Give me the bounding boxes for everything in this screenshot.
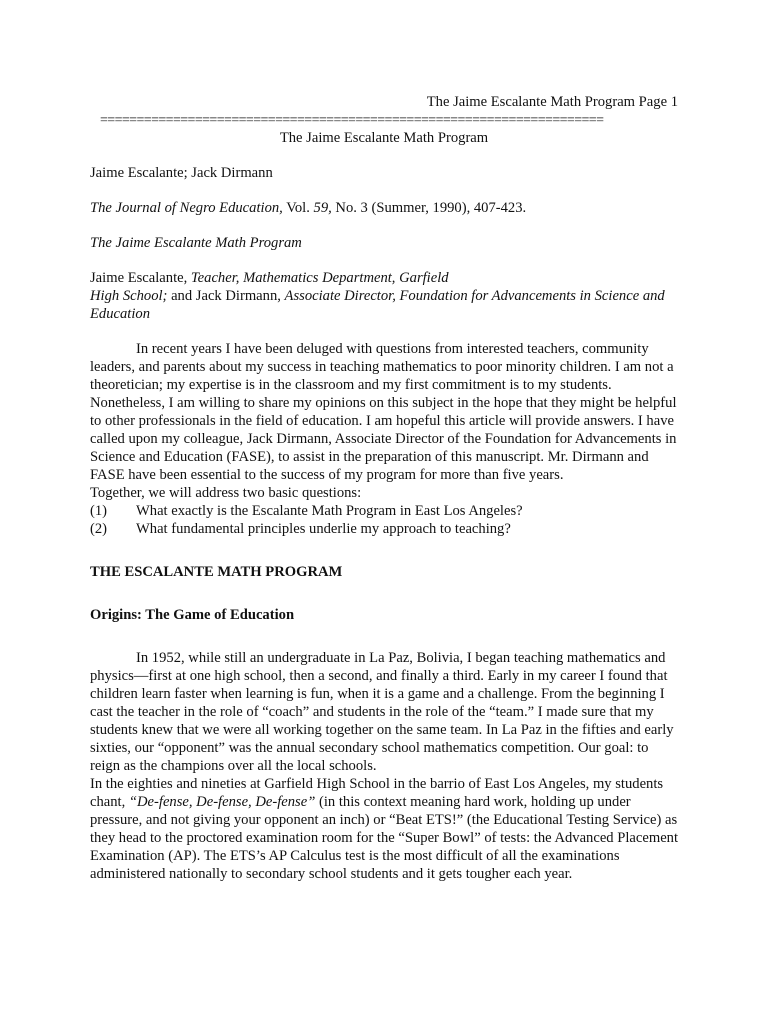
question-text: What exactly is the Escalante Math Program in East Los Angeles? xyxy=(136,503,523,519)
author-1-role-b: High School; xyxy=(90,288,168,304)
origins-paragraph-2 xyxy=(90,775,680,883)
volume-label: Vol. xyxy=(282,200,314,216)
origins-paragraph-1: In 1952, while still an undergraduate in La Paz, Bolivia, I began teaching mathematics and physics—first at one high school, then a second, and finally a third. Early in my career I found that children learn faster when learning is fun, when it is a game and a challenge. From the beginning I cast the teacher in the role of “coach” and students in the role of the “team.” I made sure that my students knew that we were all working together on the same team. In La Paz in the fifties and early sixties, our “opponent” was the annual secondary school mathematics competition. Our goal: to reign as the champions over all the local schools. xyxy=(90,650,674,774)
article-title: The Jaime Escalante Math Program xyxy=(90,235,302,251)
origins-p2-chant: “De-fense, De-fense, De-fense” xyxy=(128,794,316,810)
question-number: (2) xyxy=(90,521,108,537)
document-body xyxy=(90,164,680,883)
origins-p2-after: (in this context meaning hard work, holding up under pressure, and not giving your opponent an inch) or “Beat ETS!” (the Educational Testing Service) as they head to the proctored examination room for the “Super Bowl” of tests: the Advanced Placement Examination (AP). The ETS’s AP Calculus test is the most difficult of all the examinations administered nationally to secondary school students and it gets tougher each year. xyxy=(90,794,679,882)
author-2-name: and Jack Dirmann, xyxy=(167,288,285,304)
citation-details: No. 3 (Summer, 1990), 407-423. xyxy=(331,200,527,216)
journal-name: The Journal of Negro Education, xyxy=(90,200,283,216)
question-item xyxy=(90,502,680,520)
section-heading: THE ESCALANTE MATH PROGRAM xyxy=(90,564,343,580)
subsection-heading: Origins: The Game of Education xyxy=(90,607,295,623)
authors-line: Jaime Escalante; Jack Dirmann xyxy=(90,165,273,181)
citation-line xyxy=(90,199,680,217)
volume-number: 59, xyxy=(313,200,332,216)
author-1-role-a: Teacher, Mathematics Department, Garfield xyxy=(190,270,449,286)
running-header: The Jaime Escalante Math Program Page 1 xyxy=(426,94,678,110)
author-2-role: Associate Director, Foundation for Advancements in Science and Education xyxy=(90,288,665,322)
intro-paragraph: In recent years I have been deluged with questions from interested teachers, community leaders, and parents about my success in teaching mathematics to poor minority children. I am not a theoretician; my expertise is in the classroom and my first commitment is to my students. Nonetheless, I am willing to share my opinions on this subject in the hope that they might be helpful to other professionals in the field of education. I am hopeful this article will provide answers. I have called upon my colleague, Jack Dirmann, Associate Director of the Foundation for Advancements in Science and Education (FASE), to assist in the preparation of this manuscript. Mr. Dirmann and FASE have been essential to the success of my program for more than five years. xyxy=(90,341,677,483)
origins-p2-before: In the eighties and nineties at Garfield High School in the barrio of East Los Angeles, my students chant, xyxy=(90,776,664,810)
affiliation-line-2 xyxy=(90,287,680,323)
affiliation-line-1 xyxy=(90,269,680,287)
author-1-name: Jaime Escalante, xyxy=(90,270,191,286)
question-item xyxy=(90,520,680,538)
header-rule: ===================================================================== xyxy=(100,113,604,128)
question-text: What fundamental principles underlie my approach to teaching? xyxy=(136,521,511,537)
document-title: The Jaime Escalante Math Program xyxy=(279,130,489,146)
question-number: (1) xyxy=(90,503,108,519)
together-line: Together, we will address two basic questions: xyxy=(90,485,362,501)
